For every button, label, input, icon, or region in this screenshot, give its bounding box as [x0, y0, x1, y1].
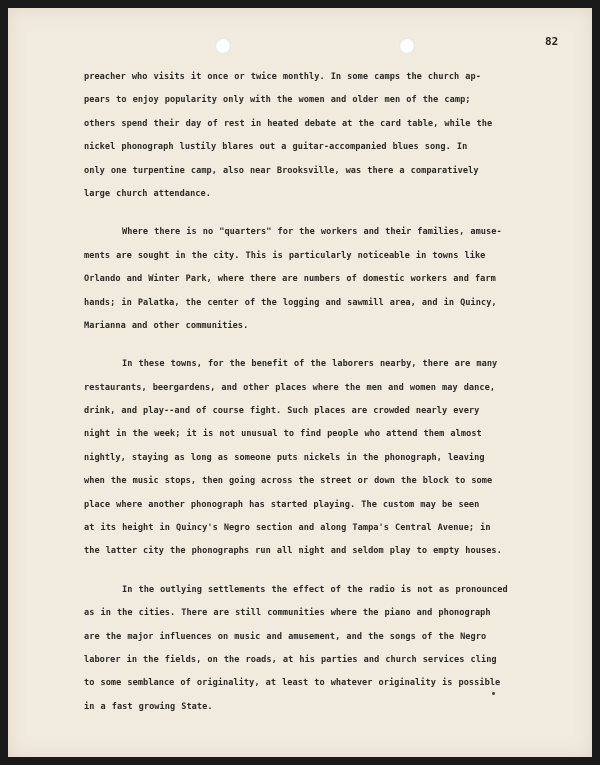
text-line: night in the week; it is not unusual to find people who attend them almost: [84, 429, 482, 440]
text-line: nickel phonograph lustily blares out a guitar-accompanied blues song. In: [84, 142, 468, 153]
text-line: Orlando and Winter Park, where there are numbers of domestic workers and farm: [84, 274, 496, 285]
text-line: hands; in Palatka, the center of the logging and sawmill area, and in Quincy,: [84, 297, 497, 308]
punch-hole: [399, 38, 415, 54]
text-line: large church attendance.: [84, 188, 211, 199]
punch-hole: [215, 38, 231, 54]
text-line: nightly, staying as long as someone puts nickels in the phonograph, leaving: [84, 452, 485, 463]
text-line: at its height in Quincy's Negro section and along Tampa's Central Avenue; in: [84, 523, 491, 534]
text-line: the latter city the phonographs run all night and seldom play to empty houses.: [84, 546, 502, 557]
text-line: as in the cities. There are still communities where the piano and phonograph: [84, 608, 491, 619]
paper-speck: [492, 692, 495, 695]
text-line: ments are sought in the city. This is particularly noticeable in towns like: [84, 250, 486, 261]
text-line: drink, and play--and of course fight. Such places are crowded nearly every: [84, 406, 480, 417]
text-line: only one turpentine camp, also near Brooksville, was there a comparatively: [84, 165, 479, 176]
text-line: laborer in the fields, on the roads, at his parties and church services cling: [84, 654, 497, 665]
document-page: [8, 8, 592, 757]
text-line: preacher who visits it once or twice monthly. In some camps the church ap-: [84, 72, 481, 82]
text-line: place where another phonograph has started playing. The custom may be seen: [84, 499, 480, 510]
text-line: Where there is no "quarters" for the workers and their families, amuse-: [122, 227, 502, 238]
page-number: 82: [545, 35, 559, 48]
paragraph: [84, 579, 558, 719]
paragraph: [84, 66, 558, 206]
text-line: in a fast growing State.: [84, 701, 213, 712]
text-line: Marianna and other communities.: [84, 320, 249, 331]
paragraph: [84, 221, 558, 338]
text-line: to some semblance of originality, at least to whatever originality is possible: [84, 678, 501, 689]
paragraph: [84, 353, 558, 564]
body-text: [84, 66, 558, 734]
text-line: when the music stops, then going across the street or down the block to some: [84, 476, 493, 487]
text-line: In these towns, for the benefit of the laborers nearby, there are many: [122, 359, 498, 370]
text-line: restaurants, beergardens, and other places where the men and women may dance,: [84, 382, 496, 393]
text-line: are the major influences on music and amusement, and the songs of the Negro: [84, 631, 487, 642]
text-line: In the outlying settlements the effect of the radio is not as pronounced: [122, 584, 508, 595]
text-line: pears to enjoy popularity only with the women and older men of the camp;: [84, 95, 471, 106]
text-line: others spend their day of rest in heated debate at the card table, while the: [84, 118, 493, 129]
